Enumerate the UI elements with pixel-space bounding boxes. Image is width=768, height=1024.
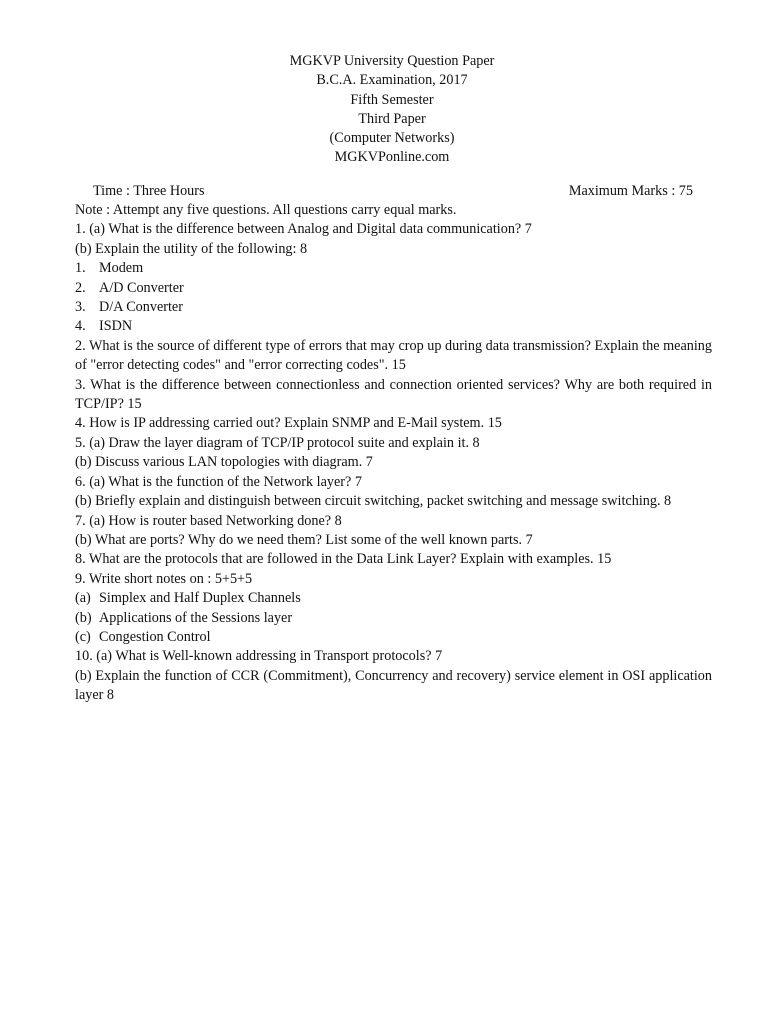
list-item-text: D/A Converter <box>99 299 183 316</box>
list-item-text: Applications of the Sessions layer <box>99 609 293 626</box>
list-marker: (c) <box>75 628 91 645</box>
paper-header <box>0 52 768 168</box>
question-9: 9. Write short notes on : 5+5+5 <box>75 570 253 587</box>
list-marker: 4. <box>75 318 86 335</box>
list-marker: 2. <box>75 279 86 296</box>
question-2: 2. What is the source of different type of errors that may crop up during data transmission? Explain the meaning of "error detecting codes" and "error correcting codes". 15 <box>75 337 712 374</box>
list-marker: (b) <box>75 609 92 626</box>
question-10b: (b) Explain the function of CCR (Commitment), Concurrency and recovery) service element in OSI application layer 8 <box>75 667 712 704</box>
question-5b: (b) Discuss various LAN topologies with diagram. 7 <box>75 454 373 471</box>
question-6b: (b) Briefly explain and distinguish between circuit switching, packet switching and message switching. 8 <box>75 493 672 510</box>
university-title: MGKVP University Question Paper <box>289 53 495 69</box>
list-item-text: A/D Converter <box>99 279 184 296</box>
instructions-note: Note : Attempt any five questions. All questions carry equal marks. <box>75 202 457 218</box>
list-marker: 3. <box>75 299 86 316</box>
list-item-text: Modem <box>99 260 144 277</box>
list-item <box>75 609 712 628</box>
list-item-text: ISDN <box>99 318 133 335</box>
question-7a: 7. (a) How is router based Networking done? 8 <box>75 512 342 529</box>
examination-title: B.C.A. Examination, 2017 <box>316 72 468 89</box>
question-6a: 6. (a) What is the function of the Network layer? 7 <box>75 473 362 490</box>
list-item <box>75 317 712 336</box>
question-7b: (b) What are ports? Why do we need them? List some of the well known parts. 7 <box>75 531 533 548</box>
list-item <box>75 298 712 317</box>
time-allowed: Time : Three Hours <box>93 183 205 199</box>
question-4: 4. How is IP addressing carried out? Explain SNMP and E-Mail system. 15 <box>75 415 502 432</box>
list-item <box>75 589 712 608</box>
list-marker: (a) <box>75 590 91 607</box>
question-8: 8. What are the protocols that are followed in the Data Link Layer? Explain with examples. 15 <box>75 551 612 568</box>
list-item-text: Congestion Control <box>99 628 211 645</box>
question-1b: (b) Explain the utility of the following: 8 <box>75 240 308 257</box>
subject-title: (Computer Networks) <box>329 130 455 147</box>
website-name: MGKVPonline.com <box>334 149 450 166</box>
question-10a: 10. (a) What is Well-known addressing in Transport protocols? 7 <box>75 648 443 665</box>
question-list <box>75 201 712 706</box>
list-item <box>75 279 712 298</box>
maximum-marks: Maximum Marks : 75 <box>568 183 693 199</box>
semester-title: Fifth Semester <box>350 91 434 108</box>
list-item <box>75 259 712 278</box>
paper-number: Third Paper <box>358 110 426 127</box>
list-item-text: Simplex and Half Duplex Channels <box>99 590 301 607</box>
exam-meta <box>93 182 693 201</box>
list-marker: 1. <box>75 260 86 277</box>
list-item <box>75 628 712 647</box>
question-1a: 1. (a) What is the difference between Analog and Digital data communication? 7 <box>75 221 532 238</box>
question-5a: 5. (a) Draw the layer diagram of TCP/IP protocol suite and explain it. 8 <box>75 434 480 451</box>
question-3: 3. What is the difference between connectionless and connection oriented services? Why are both required in TCP/IP? 15 <box>75 376 712 413</box>
